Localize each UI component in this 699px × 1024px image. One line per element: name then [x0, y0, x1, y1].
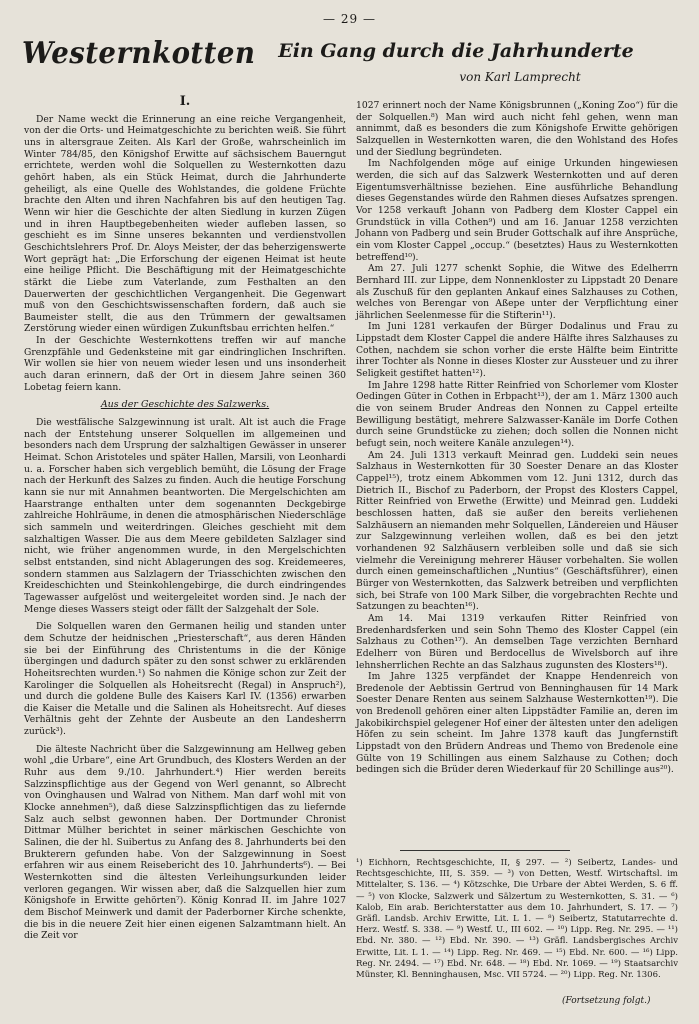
- right-column: [356, 100, 678, 776]
- paragraph: Die Solquellen waren den Germanen heilig und standen unter dem Schutze der heidnischen „Priesterschaft“, aus deren Händen sie bei der Einführung des Christentums in die der Könige übergingen und dadurch später zu den sonst schwer zu erklärenden Hoheitsrechten wurden.¹) So nahmen die Könige schon zur Zeit der Karolinger die Solquellen als Hoheitsrecht (Regal) in Anspruch²), und durch die goldene Bulle des Kaisers Karl IV. (1356) erwarben die Kaiser die Metalle und die Salinen als Hoheitsrecht. Auf dieses Verhältnis geht der Zehnte der Ausbeute an den Landesherrn zurück³).: [24, 621, 346, 738]
- paragraph: Im Nachfolgenden möge auf einige Urkunden hingewiesen werden, die sich auf das Salzwerk Westernkotten und auf deren Eigentumsverhältnisse beziehen. Eine ausführliche Behandlung dieses Gegenstandes würde den Rahmen dieses Aufsatzes sprengen. Vor 1258 verkauft Johann von Padberg dem Kloster Cappel ein Grundstück in villa Cothen⁹) und am 16. Januar 1258 verzichten Johann von Padberg und sein Bruder Gottschalk auf ihre Ansprüche, ein vom Kloster Cappel „occup.“ (besetztes) Haus zu Westernkotten betreffend¹⁰).: [356, 158, 678, 263]
- paragraph: Am 14. Mai 1319 verkaufen Ritter Reinfried von Bredenhardsferken und sein Sohn Themo des Kloster Cappel (ein Salzhaus zu Cothen¹⁷). An demselben Tage verzichten Bernhard Edelherr von Büren und Berdocellus de Wivelsborch auf ihre lehnsherrlichen Rechte an das Salzhaus zugunsten des Klosters¹⁸).: [356, 612, 678, 671]
- paragraph: Am 27. Juli 1277 schenkt Sophie, die Witwe des Edelherrn Bernhard III. zur Lippe, dem Nonnenkloster zu Lippstadt 20 Denare als Zuschuß für den geplanten Ankauf eines Salzhauses zu Cothen, welches von Berengar von Aßepe unter der Verpflichtung einer jährlichen Seelenmesse für die Stifterin¹¹).: [356, 263, 678, 321]
- paragraph: Im Jahre 1325 verpfändet der Knappe Hendenreich von Bredenole der Aebtissin Gertrud von Benninghausen für 14 Mark Soester Denare Renten aus seinem Salzhause Westernkotten¹⁹). Die von Bredenoll gehören einer alten Lippstädter Familie an, deren im Jakobikirchspiel gelegener Hof einer der ältesten unter den adeligen Höfen zu sein scheint. Im Jahre 1378 kauft das Jungfernstift Lippstadt von den Brüdern Andreas und Themo von Bredenole eine Gülte von 19 Schillingen aus einem Salzhause zu Cothen; doch bedingen sich die Brüder deren Wiederkauf für 20 Schillinge aus²⁰).: [356, 671, 678, 776]
- article-subtitle: Ein Gang durch die Jahrhunderte: [278, 40, 634, 62]
- paragraph: Im Jahre 1298 hatte Ritter Reinfried von Schorlemer vom Kloster Oedingen Güter in Cothen in Erbpacht¹³), der am 1. März 1300 auch die von seinem Bruder Andreas den Nonnen zu Cappel erteilte Bewilligung bestätigt, mehrere Salzwasser-Kanäle im Dorfe Cothen durch seine Grundstücke zu ziehen; doch sollen die Nonnen nicht befugt sein, noch weitere Kanäle anzulegen¹⁴).: [356, 379, 678, 450]
- paragraph: Der Name weckt die Erinnerung an eine reiche Vergangenheit, von der die Orts- und Heimatgeschichte zu berichten weiß. Sie führt uns in altersgraue Zeiten. Als Karl der Große, wahrscheinlich im Winter 784/85, den Königshof Erwitte auf sächsischem Bauerngut errichtete, werden wohl die Solquellen zu Westernkotten dazu gehört haben, als ein Stück Heimat, durch die Jahrhunderte geheiligt, als eine Quelle des Wohlstandes, die goldene Früchte brachte den Alten und ihren Nachfahren bis auf den heutigen Tag. Wenn wir hier die Geschichte der alten Siedlung in kurzen Zügen und in ihren Hauptbegebenheiten wieder aufleben lassen, so geschieht es im Sinne unseres bekannten und verdienstvollen Geschichtslehrers Prof. Dr. Aloys Meister, der das beherzigenswerte Wort geprägt hat: „Die Erforschung der eigenen Heimat ist heute eine heilige Pflicht. Die Beschäftigung mit der Heimatgeschichte stärkt die Liebe zum Vaterlande, zum Festhalten an den Dauerwerten der geschichtlichen Vergangenheit. Die Gegenwart muß von den Geschichtswissenschaften fordern, daß auch sie Baumeister stellt, die aus den Trümmern der gewaltsamen Zerstörung wieder einen würdigen Zukunftsbau errichten helfen.“: [24, 113, 346, 335]
- paragraph: 1027 erinnert noch der Name Königsbrunnen („Koning Zoo“) für die der Solquellen.⁸) Man wird auch nicht fehl gehen, wenn man annimmt, daß es besonders die zum Königshofe Erwitte gehörigen Salzquellen in Westernkotten waren, die den Wohlstand des Hofes und der Siedlung begründeten.: [356, 100, 678, 158]
- article-author: von Karl Lamprecht: [459, 70, 581, 84]
- continuation-note: (Fortsetzung folgt.): [562, 996, 651, 1006]
- paragraph: Die westfälische Salzgewinnung ist uralt. Alt ist auch die Frage nach der Entstehung unserer Solquellen im allgemeinen und besonders nach dem Ursprung der salzhaltigen Gewässer in unserer Heimat. Schon Aristoteles und später Hallen, Marsili, von Leonhardi u. a. Forscher haben sich vergeblich bemüht, die Lösung der Frage nach der Herkunft des Salzes zu finden. Auch die heutige Forschung kann sie nur mit Annahmen beantworten. Die Mergelschichten am Haarstrange enthalten unter dem sogenannten Deckgebirge zahlreiche Hohlräume, in denen die atmosphärischen Niederschläge sich sammeln und weiterdringen. Gleiches geschieht mit dem salzhaltigen Wasser. Die aus dem Meere gebildeten Salzlager sind nicht, wie früher angenommen wurde, in den Mergelschichten selbst entstanden, sind nicht Ablagerungen des sog. Kreidemeeres, sondern stammen aus Salzlagern der Triasschichten zwischen den Kreideschichten und Steinkohlengebirge, die durch eindringendes Tagewasser aufgelöst und weitergeleitet worden sind. Je nach der Menge dieses Wassers steigt oder fällt der Salzgehalt der Sole.: [24, 417, 346, 615]
- page-number: — 29 —: [323, 12, 376, 26]
- paragraph: In der Geschichte Westernkottens treffen wir auf manche Grenzpfähle und Gedenksteine mit gar eindringlichen Inschriften. Wir wollen sie hier von neuem wieder lesen und uns insonderheit auch daran erinnern, daß der Ort in diesem Jahre seinen 360 Lobetag feiern kann.: [24, 335, 346, 393]
- paragraph: Am 24. Juli 1313 verkauft Meinrad gen. Luddeki sein neues Salzhaus in Westernkotten für 30 Soester Denare an das Kloster Cappel¹⁵), trotz einem Abkommen vom 12. Juni 1312, durch das Dietrich II., Bischof zu Paderborn, der Propst des Klosters Cappel, Ritter Reinfried von Erwethe (Erwitte) und Meinrad gen. Luddeki beschlossen hatten, daß sie außer den bereits verliehenen Salzhäusern an niemanden mehr Solquellen, Ländereien und Häuser zur Salzgewinnung verleihen wollen, daß es bei den jetzt vorhandenen 92 Salzhäusern verbleiben solle und daß sie sich vielmehr die Vereinigung mehrerer Häuser vorbehalten. Sie wollen durch einen gemeinschaftlichen „Nuntius“ (Geschäftsführer), einen Bürger von Westernkotten, das Salzwerk betreiben und verpflichten sich, bei Strafe von 100 Mark Silber, die vorgebrachten Rechte und Satzungen zu beachten¹⁶).: [356, 449, 679, 613]
- section-subheading: Aus der Geschichte des Salzwerks.: [100, 399, 270, 411]
- paragraph: Die älteste Nachricht über die Salzgewinnung am Hellweg geben wohl „die Urbare“, eine Art Grundbuch, des Klosters Werden an der Ruhr aus dem 9./10. Jahrhundert.⁴) Hier werden bereits Salzzinspflichtige aus der Gegend von Werl genannt, so Albrecht von Ovinghausen und Walrad von Nithem. Man darf wohl mit von Klocke annehmen⁵), daß diese Salzzinspflichtigen das zu liefernde Salz auch selbst gewonnen haben. Der Dortmunder Chronist Dittmar Mülher berichtet in seiner märkischen Geschichte von Salinen, die der hl. Suibertus zu Anfang des 8. Jahrhunderts bei den Brukterern gefunden habe. Von der Salzgewinnung in Soest erfahren wir aus einem Reisebericht des 10. Jahrhunderts⁶). — Bei Westernkotten sind die ältesten Verleihungsurkunden leider verloren gegangen. Wir wissen aber, daß die Salzquellen hier zum Königshofe in Erwitte gehörten⁷). König Konrad II. im Jahre 1027 dem Bischof Meinwerk und damit der Paderborner Kirche schenkte, die bis in die neuere Zeit hier einen eigenen Salzamtmann hielt. An die Zeit vor: [24, 743, 346, 942]
- footnotes: ¹) Eichhorn, Rechtsgeschichte, II, § 297. — ²) Seibertz, Landes- und Rechtsgeschichte, III, S. 359. — ³) von Detten, Westf. Wirtschaftsl. im Mittelalter, S. 136. — ⁴) Kötzschke, Die Urbare der Abtei Werden, S. 6 ff. — ⁵) von Klocke, Salzwerk und Sälzertum zu Westernkotten, S. 31. — ⁶) Kalob, Ein arab. Berichterstatter aus dem 10. Jahrhundert, S. 17. — ⁷) Gräfl. Landsb. Archiv Erwitte, Lit. L 1. — ⁸) Seibertz, Statutarrechte d. Herz. Westf. S. 338. — ⁹) Westf. U., III 602. — ¹⁰) Lipp. Reg. Nr. 295. — ¹¹) Ebd. Nr. 380. — ¹²) Ebd. Nr. 390. — ¹³) Gräfl. Landsbergisches Archiv Erwitte, Lit. L 1. — ¹⁴) Lipp. Reg. Nr. 469. — ¹⁵) Ebd. Nr. 600. — ¹⁶) Lipp. Reg. Nr. 2494. — ¹⁷) Ebd. Nr. 648. — ¹⁸) Ebd. Nr. 1069. — ¹⁹) Staatsarchiv Münster, Kl. Benninghausen, Msc. VII 5724. — ²⁰) Lipp. Reg. Nr. 1306.: [356, 858, 678, 981]
- section-numeral: I.: [179, 94, 191, 109]
- footnote-divider: [400, 850, 570, 851]
- left-column: [24, 96, 346, 942]
- article-title: Westernkotten: [22, 36, 256, 71]
- paragraph: Im Juni 1281 verkaufen der Bürger Dodalinus und Frau zu Lippstadt dem Kloster Cappel die andere Hälfte ihres Salzhauses zu Cothen, nachdem sie schon vorher die erste Hälfte beim Eintritte ihrer Tochter als Nonne in dieses Kloster zur Aussteuer und zu ihrer Seligkeit gestiftet hatten¹²).: [356, 321, 678, 380]
